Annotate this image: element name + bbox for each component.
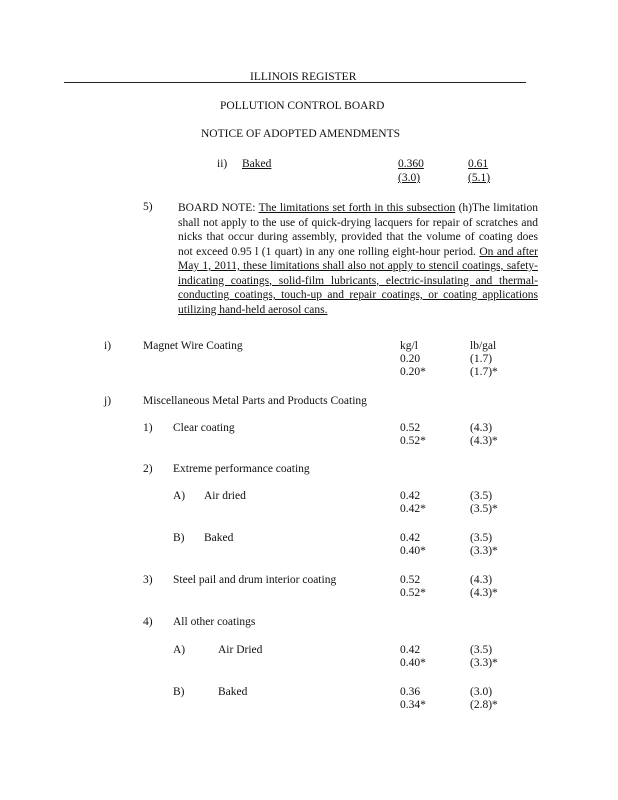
other-air-label: Air Dried bbox=[218, 644, 263, 656]
board-note-num: 5) bbox=[143, 201, 153, 213]
extreme-label: Extreme performance coating bbox=[173, 463, 310, 475]
other-label: All other coatings bbox=[173, 616, 256, 628]
extreme-baked-lb: (3.5) bbox=[470, 532, 493, 544]
steel-kg2: 0.52* bbox=[400, 587, 426, 599]
other-baked-kg2: 0.34* bbox=[400, 699, 426, 711]
other-baked-label: Baked bbox=[218, 686, 248, 698]
extreme-baked-lb2: (3.3)* bbox=[470, 545, 498, 557]
extreme-air-kg: 0.42 bbox=[400, 490, 421, 502]
magnet-lb-head: lb/gal bbox=[470, 340, 497, 352]
magnet-kg-head: kg/l bbox=[400, 340, 418, 352]
board-note bbox=[178, 201, 538, 317]
extreme-air-kg2: 0.42* bbox=[400, 503, 426, 515]
magnet-kg: 0.20 bbox=[400, 353, 421, 365]
other-baked-lb: (3.0) bbox=[470, 686, 493, 698]
extreme-baked-kg2: 0.40* bbox=[400, 545, 426, 557]
clear-lb: (4.3) bbox=[470, 422, 493, 434]
magnet-lb: (1.7) bbox=[470, 353, 493, 365]
extreme-baked-kg: 0.42 bbox=[400, 532, 421, 544]
extreme-baked-num: B) bbox=[173, 532, 185, 544]
clear-lb2: (4.3)* bbox=[470, 435, 498, 447]
steel-lb2: (4.3)* bbox=[470, 587, 498, 599]
other-baked-lb2: (2.8)* bbox=[470, 699, 498, 711]
misc-label: Miscellaneous Metal Parts and Products Coating bbox=[143, 395, 367, 407]
clear-num: 1) bbox=[143, 422, 153, 434]
extreme-air-label: Air dried bbox=[204, 490, 246, 502]
notice-title: NOTICE OF ADOPTED AMENDMENTS bbox=[201, 128, 401, 140]
other-baked-num: B) bbox=[173, 686, 185, 698]
magnet-kg2: 0.20* bbox=[400, 366, 426, 378]
baked-num: ii) bbox=[217, 158, 228, 170]
other-baked-kg: 0.36 bbox=[400, 686, 421, 698]
steel-num: 3) bbox=[143, 574, 153, 586]
steel-lb: (4.3) bbox=[470, 574, 493, 586]
baked-label: Baked bbox=[242, 158, 272, 170]
baked-kg: 0.360 bbox=[398, 158, 424, 170]
steel-kg: 0.52 bbox=[400, 574, 421, 586]
baked-lb2: (5.1) bbox=[468, 172, 491, 184]
clear-label: Clear coating bbox=[173, 422, 235, 434]
other-num: 4) bbox=[143, 616, 153, 628]
magnet-lb2: (1.7)* bbox=[470, 366, 498, 378]
extreme-baked-label: Baked bbox=[204, 532, 234, 544]
board-note-lead: BOARD NOTE: bbox=[178, 202, 256, 214]
other-air-num: A) bbox=[173, 644, 186, 656]
extreme-num: 2) bbox=[143, 463, 153, 475]
steel-label: Steel pail and drum interior coating bbox=[173, 574, 337, 586]
baked-kg2: (3.0) bbox=[398, 172, 421, 184]
other-air-kg: 0.42 bbox=[400, 644, 421, 656]
other-air-lb2: (3.3)* bbox=[470, 657, 498, 669]
misc-num: j) bbox=[104, 395, 112, 407]
extreme-air-num: A) bbox=[173, 490, 186, 502]
clear-kg: 0.52 bbox=[400, 422, 421, 434]
extreme-air-lb2: (3.5)* bbox=[470, 503, 498, 515]
baked-lb: 0.61 bbox=[468, 158, 489, 170]
other-air-kg2: 0.40* bbox=[400, 657, 426, 669]
board-title: POLLUTION CONTROL BOARD bbox=[220, 100, 385, 112]
register-title: ILLINOIS REGISTER bbox=[250, 71, 357, 83]
magnet-num: i) bbox=[104, 340, 112, 352]
extreme-air-lb: (3.5) bbox=[470, 490, 493, 502]
clear-kg2: 0.52* bbox=[400, 435, 426, 447]
board-note-part2: (h)The limitation shall not apply to the use of quick-drying lacquers for repair of scratches and nicks that occur during assembly, provided that the volume of coating does not exceed 0.95 l (1 quart) in any one rolling eight-hour period. bbox=[178, 202, 538, 258]
magnet-label: Magnet Wire Coating bbox=[143, 340, 243, 352]
other-air-lb: (3.5) bbox=[470, 644, 493, 656]
board-note-part1: The limitations set forth in this subsection bbox=[258, 202, 456, 214]
board-note-part3: On and after May 1, 2011, these limitations shall also not apply to stencil coatings, safety-indicating coatings, solid-film lubricants, electric-insulating and thermal-conducting coatings, touch-up and repair coatings, or coating applications utilizing hand-held aerosol cans. bbox=[178, 245, 538, 316]
